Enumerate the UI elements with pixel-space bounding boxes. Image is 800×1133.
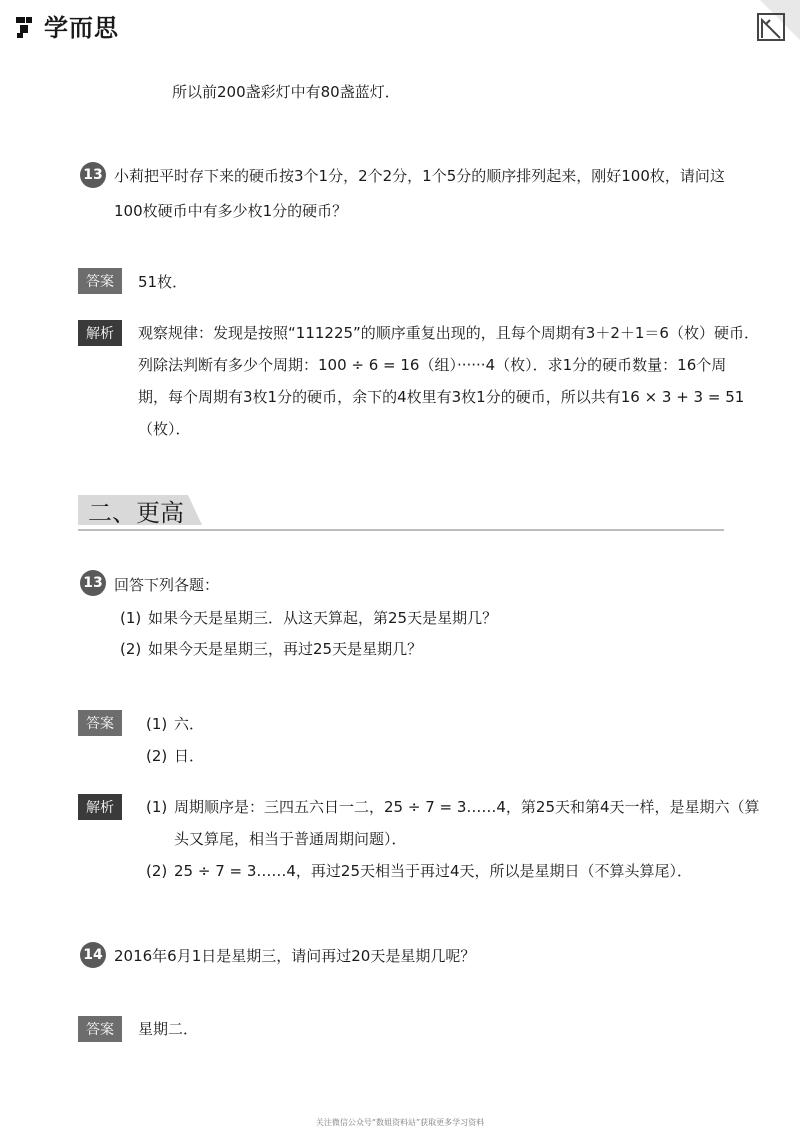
answer-label: 答案	[78, 268, 122, 294]
analysis-label: 解析	[78, 320, 122, 346]
answer-text: 51枚．	[138, 273, 188, 291]
question-text-line: 小莉把平时存下来的硬币按3个1分，2个2分，1个5分的顺序排列起来，刚好100枚，请问这	[114, 167, 725, 185]
answer-index: (1)	[146, 715, 168, 733]
question-stem: 2016年6月1日是星期三，请问再过20天是星期几呢？	[114, 947, 476, 965]
sub-question-index: (1)	[120, 609, 142, 627]
analysis-line: 头又算尾，相当于普通周期问题）．	[174, 830, 407, 848]
analysis-line: （枚）．	[138, 420, 191, 438]
question-stem: 回答下列各题：	[114, 576, 220, 594]
analysis-line: 期，每个周期有3枚1分的硬币，余下的4枚里有3枚1分的硬币，所以共有16 × 3 + 3 = 51	[138, 388, 745, 406]
sub-question-index: (2)	[120, 640, 142, 658]
previous-conclusion: 所以前200盏彩灯中有80盏蓝灯．	[172, 83, 400, 101]
answer-index: (2)	[146, 747, 168, 765]
ruler-triangle-icon	[756, 12, 786, 42]
analysis-label: 解析	[78, 794, 122, 820]
question-number-badge: 13	[80, 162, 106, 188]
sub-question-text: 如果今天是星期三，再过25天是星期几？	[148, 640, 423, 658]
sub-question-text: 如果今天是星期三．从这天算起，第25天是星期几？	[148, 609, 498, 627]
footer-note: 关注微信公众号“数姐资料站”获取更多学习资料	[315, 1118, 485, 1127]
answer-text: 日．	[174, 747, 205, 765]
analysis-line: 25 ÷ 7 = 3……4，再过25天相当于再过4天，所以是星期日（不算头算尾）．	[174, 862, 693, 880]
question-text-line: 100枚硬币中有多少枚1分的硬币？	[114, 202, 348, 220]
analysis-line: 列除法判断有多少个周期：100 ÷ 6 = 16（组）······4（枚）．求1分的硬币数量：16个周	[138, 356, 727, 374]
analysis-line: 观察规律：发现是按照“111225”的顺序重复出现的，且每个周期有3＋2＋1＝6（枚）硬币．	[138, 324, 759, 342]
brand-logo	[14, 8, 119, 43]
brand-name: 学而思	[44, 14, 119, 42]
analysis-index: (1)	[146, 798, 168, 816]
answer-label: 答案	[78, 1016, 122, 1042]
answer-text: 六．	[174, 715, 205, 733]
answer-label: 答案	[78, 710, 122, 736]
analysis-index: (2)	[146, 862, 168, 880]
question-number-badge: 13	[80, 570, 106, 596]
question-number-badge: 14	[80, 942, 106, 968]
section-title: 二、更高	[88, 499, 184, 527]
answer-text: 星期二．	[138, 1020, 199, 1038]
logo-mark-icon	[14, 13, 40, 39]
analysis-line: 周期顺序是：三四五六日一二，25 ÷ 7 = 3……4，第25天和第4天一样，是星期六（算	[174, 798, 760, 816]
